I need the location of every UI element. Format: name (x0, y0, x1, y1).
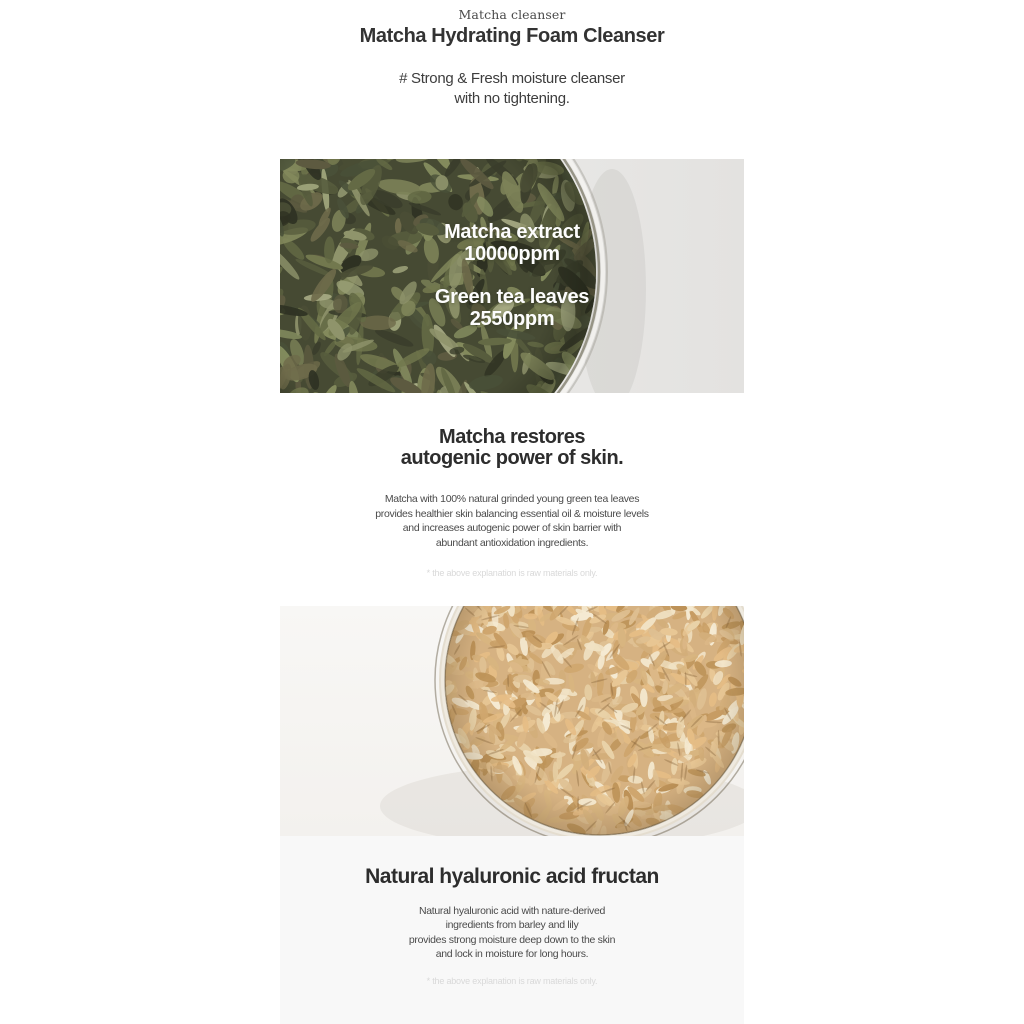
subtitle-line-1: # Strong & Fresh moisture cleanser (399, 70, 625, 87)
overlay-green-tea-ppm: 2550ppm (469, 307, 555, 330)
barley-bowl-photo (280, 606, 744, 836)
matcha-body-line-1: Matcha with 100% natural grinded young green tea leaves (384, 493, 640, 505)
matcha-benefit-section (280, 393, 744, 606)
matcha-benefit-heading (280, 393, 744, 468)
overlay-matcha-ppm: 10000ppm (464, 242, 560, 265)
matcha-extract-photo (280, 159, 744, 393)
barley-grains-art (280, 606, 744, 836)
hyaluronic-body-line-2: ingredients from barley and lily (445, 919, 579, 931)
product-eyebrow: Matcha cleanser (458, 7, 566, 22)
ingredient-overlay (280, 222, 744, 330)
overlay-green-tea: Green tea leaves (434, 286, 590, 308)
hyaluronic-section (280, 836, 744, 1024)
overlay-gap (280, 265, 744, 287)
hyaluronic-body (280, 904, 744, 962)
product-detail-page (280, 0, 744, 1024)
hyaluronic-body-line-4: and lock in moisture for long hours. (435, 948, 589, 960)
matcha-body-line-3: and increases autogenic power of skin barrier with (402, 522, 622, 534)
overlay-matcha-extract: Matcha extract (444, 221, 580, 243)
matcha-body-line-4: abundant antioxidation ingredients. (435, 536, 589, 549)
product-subtitle (280, 69, 744, 109)
matcha-heading-line-2: autogenic power of skin. (400, 446, 624, 469)
matcha-body-line-2: provides healthier skin balancing essential oil & moisture levels (375, 507, 649, 520)
intro-header (280, 0, 744, 159)
hyaluronic-body-line-3: provides strong moisture deep down to the skin (408, 933, 616, 946)
hyaluronic-heading: Natural hyaluronic acid fructan (365, 865, 659, 888)
subtitle-line-2: with no tightening. (454, 90, 570, 107)
product-title: Matcha Hydrating Foam Cleanser (359, 25, 665, 47)
matcha-benefit-body (280, 492, 744, 550)
hyaluronic-footnote: * the above explanation is raw materials only. (426, 975, 598, 986)
matcha-footnote: * the above explanation is raw materials only. (426, 568, 598, 578)
matcha-heading-line-1: Matcha restores (439, 426, 585, 448)
hyaluronic-body-line-1: Natural hyaluronic acid with nature-derived (418, 904, 606, 917)
